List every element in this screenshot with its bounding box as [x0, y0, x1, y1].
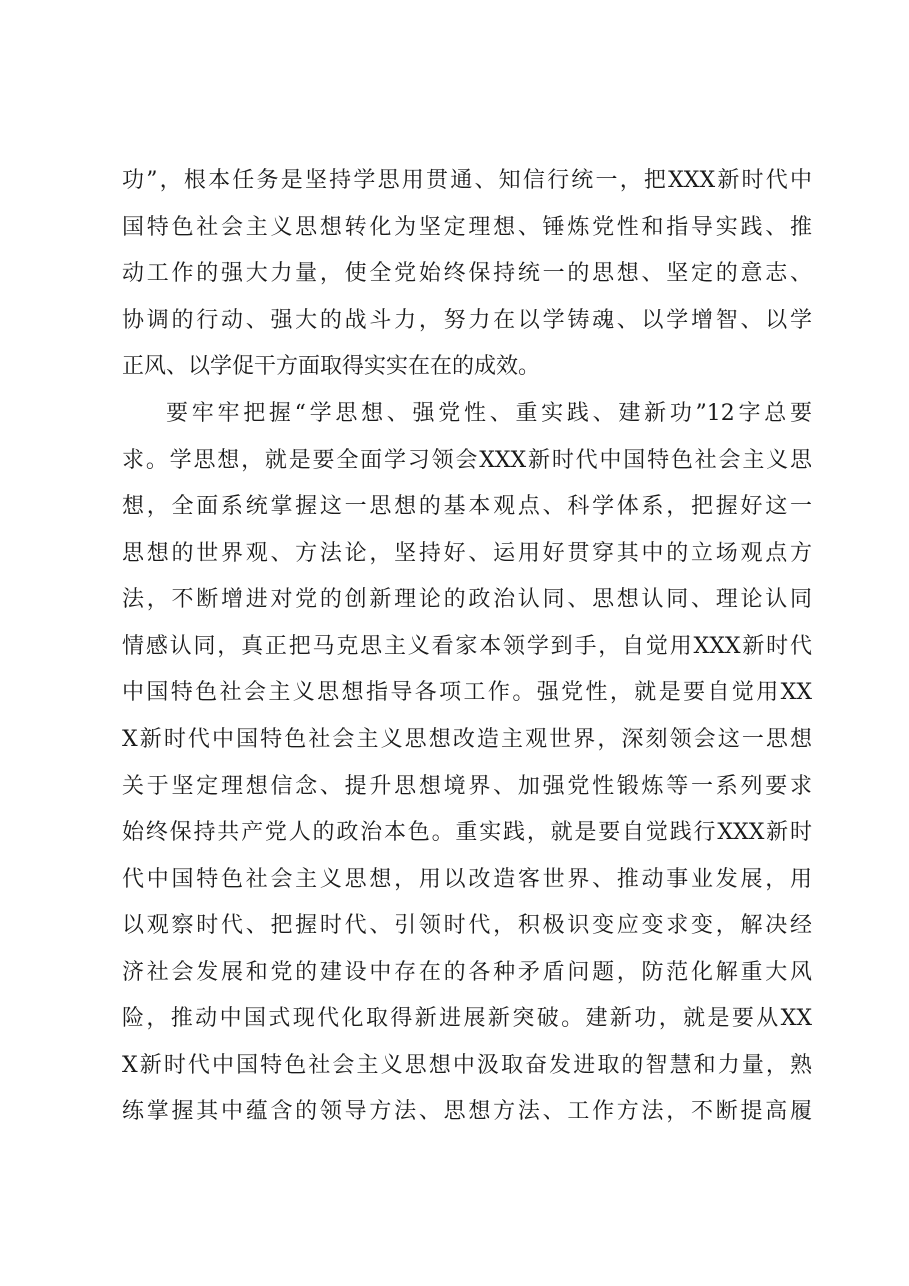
- text-line: 险，推动中国式现代化取得新进展新突破。建新功，就是要从XX: [122, 1006, 812, 1031]
- text-line: 思想的世界观、方法论，坚持好、运用好贯穿其中的立场观点方: [122, 541, 812, 566]
- text-line: 正风、以学促干方面取得实实在在的成效。: [122, 354, 541, 379]
- text-line: 协调的行动、强大的战斗力，努力在以学铸魂、以学增智、以学: [122, 308, 812, 333]
- text-line: 求。学思想，就是要全面学习领会XXX新时代中国特色社会主义思: [122, 448, 812, 473]
- paragraph-first-line: 要牢牢把握“学思想、强党性、重实践、建新功”12字总要: [166, 401, 812, 426]
- text-line: 关于坚定理想信念、提升思想境界、加强党性锻炼等一系列要求: [122, 774, 812, 799]
- text-line: 国特色社会主义思想转化为坚定理想、锤炼党性和指导实践、推: [122, 215, 812, 240]
- text-line: 功”，根本任务是坚持学思用贯通、知信行统一，把XXX新时代中: [122, 168, 812, 193]
- text-line: 中国特色社会主义思想指导各项工作。强党性，就是要自觉用XX: [122, 680, 812, 705]
- text-line: 以观察时代、把握时代、引领时代，积极识变应变求变，解决经: [122, 913, 812, 938]
- text-line: 情感认同，真正把马克思主义看家本领学到手，自觉用XXX新时代: [122, 634, 812, 659]
- text-line: 始终保持共产党人的政治本色。重实践，就是要自觉践行XXX新时: [122, 820, 812, 845]
- text-line: 法，不断增进对党的创新理论的政治认同、思想认同、理论认同: [122, 587, 812, 612]
- text-line: X新时代中国特色社会主义思想中汲取奋发进取的智慧和力量，熟: [122, 1053, 812, 1078]
- text-line: X新时代中国特色社会主义思想改造主观世界，深刻领会这一思想: [122, 727, 812, 752]
- text-line: 练掌握其中蕴含的领导方法、思想方法、工作方法，不断提高履: [122, 1099, 812, 1124]
- text-line: 动工作的强大力量，使全党始终保持统一的思想、坚定的意志、: [122, 261, 812, 286]
- text-line: 代中国特色社会主义思想，用以改造客世界、推动事业发展，用: [122, 867, 812, 892]
- text-line: 济社会发展和党的建设中存在的各种矛盾问题，防范化解重大风: [122, 960, 812, 985]
- text-line: 想，全面系统掌握这一思想的基本观点、科学体系，把握好这一: [122, 494, 812, 519]
